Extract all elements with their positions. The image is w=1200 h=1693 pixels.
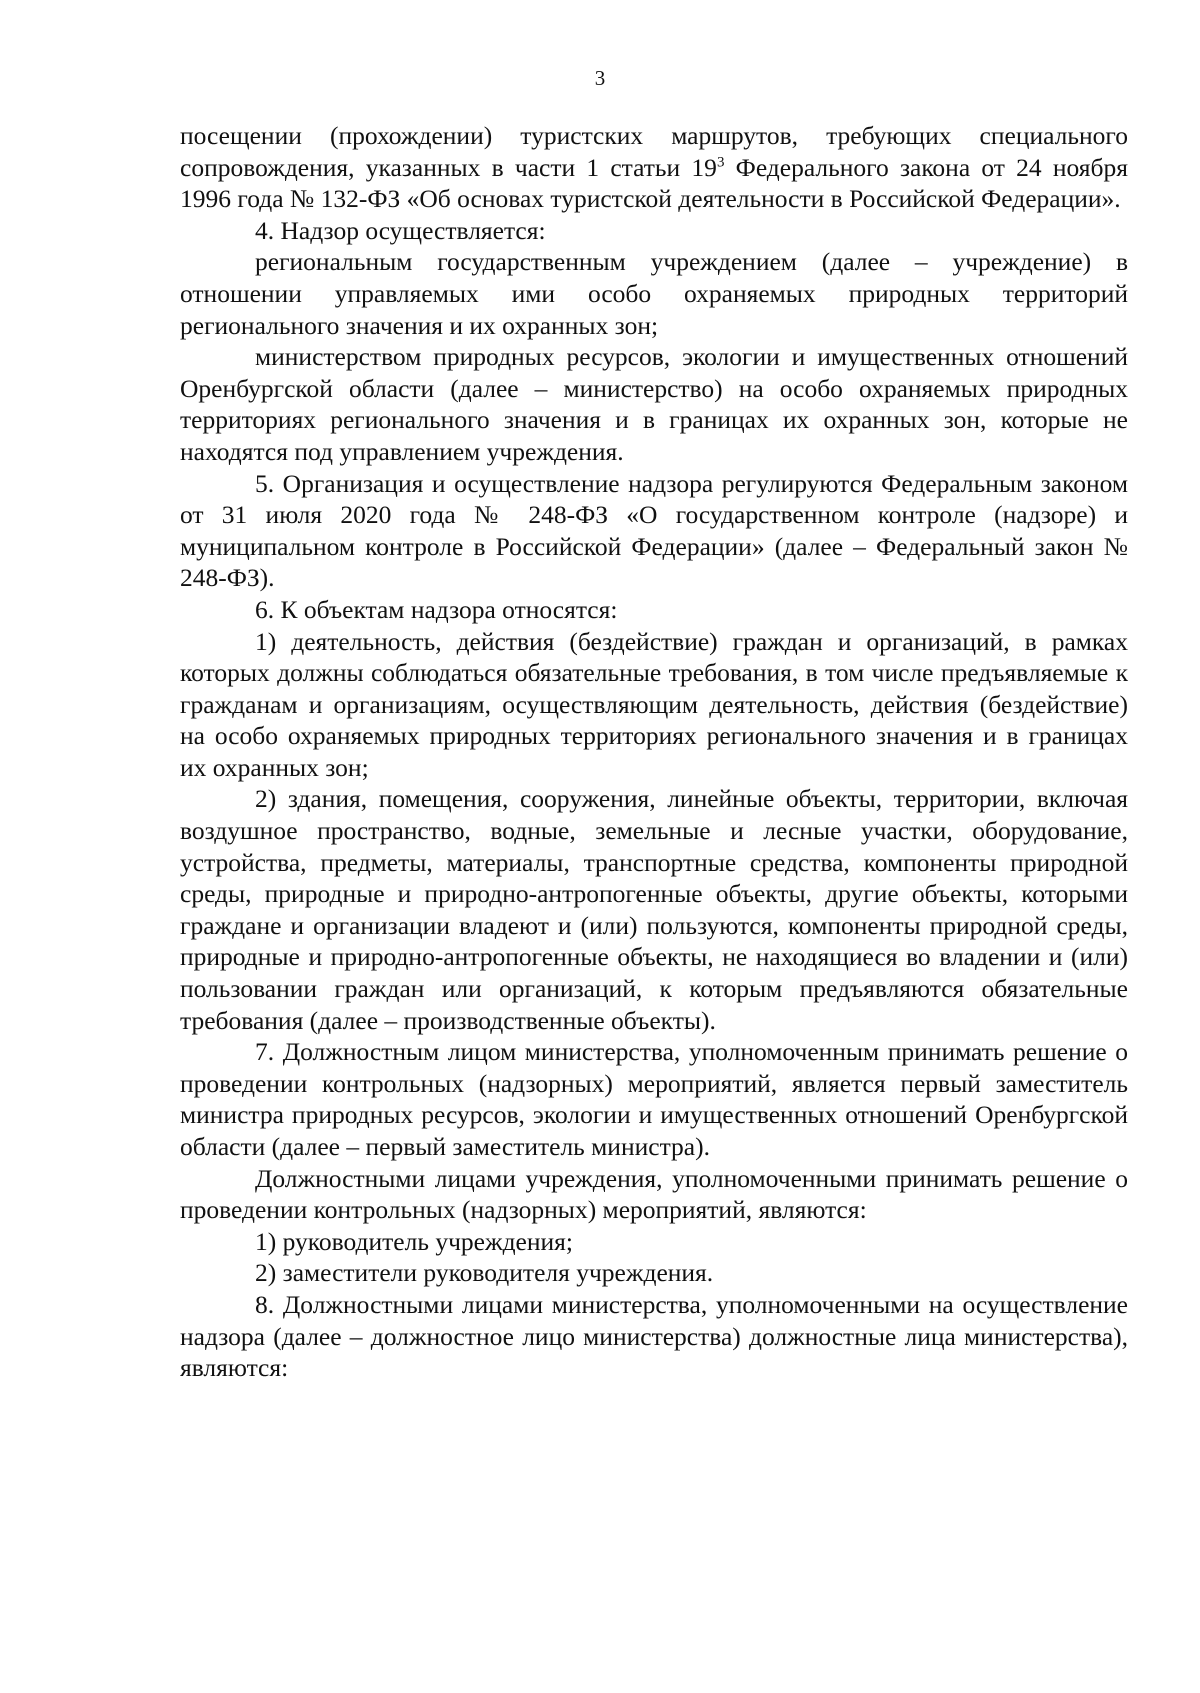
- paragraph-item-6-2: 2) здания, помещения, сооружения, линейные объекты, территории, включая воздушное пространство, водные, земельные и лесные участки, оборудование, устройства, предметы, материалы, транспортные средства, компоненты природной среды, природные и природно-антропогенные объекты, другие объекты, которыми граждане и организации владеют и (или) пользуются, компоненты природной среды, природные и природно-антропогенные объекты, не находящиеся во владении и (или) пользовании граждан или организаций, к которым предъявляются обязательные требования (далее – производственные объекты).: [180, 784, 1128, 1035]
- paragraph-item-4: 4. Надзор осуществляется:: [255, 215, 546, 245]
- paragraph-item-7-1: 1) руководитель учреждения;: [255, 1226, 573, 1256]
- paragraph-item-4-ministry: министерством природных ресурсов, экологии и имущественных отношений Оренбургской области (далее – министерство) на особо охраняемых природных территориях регионального значения и в границах их охранных зон, которые не находятся под управлением учреждения.: [180, 342, 1128, 466]
- paragraph-text-after: Федерального закона от 24 ноября 1996 года № 132-ФЗ «Об основах туристской деятельности в Российской Федерации».: [180, 152, 1128, 214]
- paragraph-item-7: 7. Должностным лицом министерства, уполномоченным принимать решение о проведении контрольных (надзорных) мероприятий, является первый заместитель министра природных ресурсов, экологии и имущественных отношений Оренбургской области (далее – первый заместитель министра).: [180, 1037, 1128, 1161]
- paragraph-item-4-institution: региональным государственным учреждением (далее – учреждение) в отношении управляемых ими особо охраняемых природных территорий регионального значения и их охранных зон;: [180, 247, 1128, 340]
- page-number: 3: [594, 66, 606, 90]
- paragraph-item-8: 8. Должностными лицами министерства, уполномоченными на осуществление надзора (далее – должностное лицо министерства) должностные лица министерства), являются:: [180, 1289, 1128, 1383]
- paragraph-continuation: [180, 120, 1128, 215]
- paragraph-item-6: 6. К объектам надзора относятся:: [255, 594, 618, 624]
- paragraph-text: посещении (прохождении) туристских маршрутов, требующих специального сопровождения, указанных в части 1 статьи 19: [180, 121, 1128, 182]
- paragraph-item-7-institution: Должностными лицами учреждения, уполномоченными принимать решение о проведении контрольных (надзорных) мероприятий, являются:: [180, 1163, 1128, 1225]
- paragraph-item-5: 5. Организация и осуществление надзора регулируются Федеральным законом от 31 июля 2020 года № 248-ФЗ «О государственном контроле (надзоре) и муниципальном контроле в Российской Федерации» (далее – Федеральный закон № 248-ФЗ).: [180, 468, 1128, 593]
- paragraph-item-7-2: 2) заместители руководителя учреждения.: [255, 1258, 714, 1288]
- document-body: [180, 120, 1128, 1384]
- superscript: 3: [716, 154, 725, 171]
- paragraph-item-6-1: 1) деятельность, действия (бездействие) граждан и организаций, в рамках которых должны соблюдаться обязательные требования, в том числе предъявляемые к гражданам и организациям, осуществляющим деятельность, действия (бездействие) на особо охраняемых природных территориях регионального значения и в границах их охранных зон;: [180, 626, 1128, 782]
